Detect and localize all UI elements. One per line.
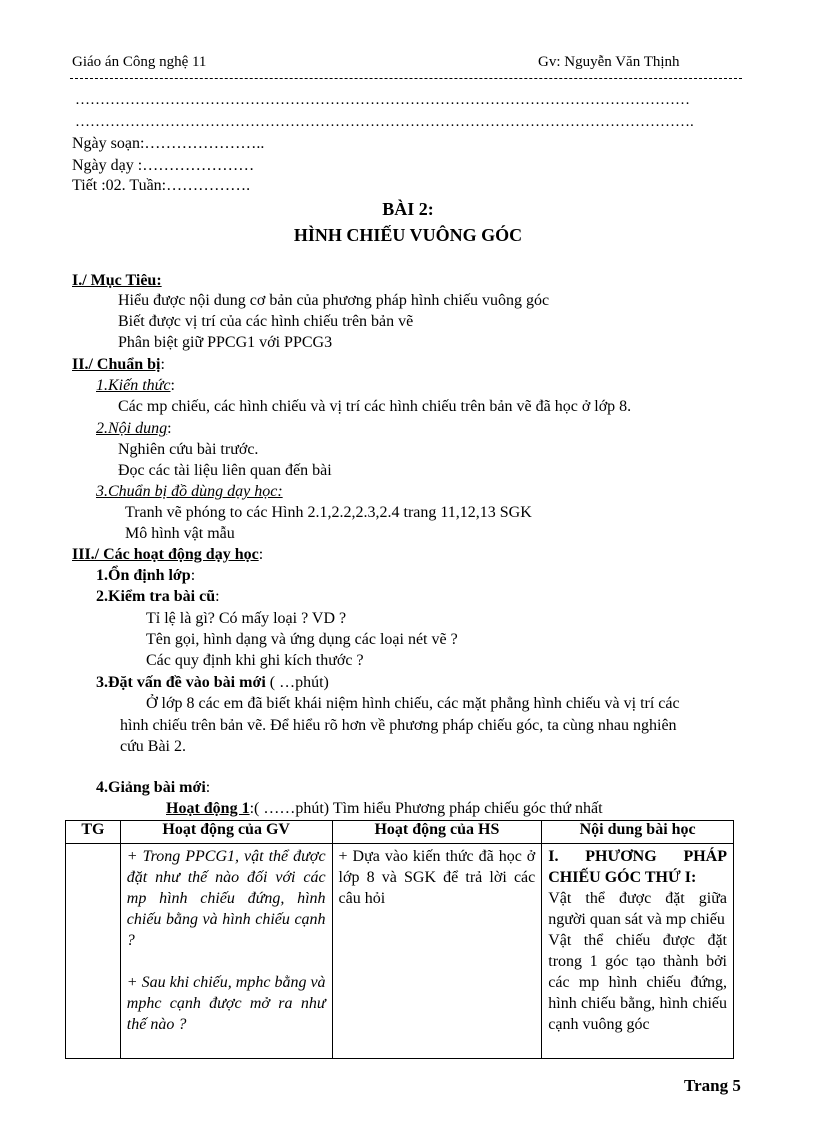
step-3-line-1: Ở lớp 8 các em đã biết khái niệm hình chiếu, các mặt phẳng hình chiếu và vị trí các (146, 695, 680, 712)
section-3-heading-text: III./ Các hoạt động dạy học (72, 546, 259, 563)
nd-heading: I. PHƯƠNG PHÁP CHIẾU GÓC THỨ I: (548, 848, 727, 886)
section-3-heading-colon: : (258, 546, 264, 563)
sub-1-text: Các mp chiếu, các hình chiếu và vị trí các hình chiếu trên bản vẽ đã học ở lớp 8. (118, 398, 632, 415)
section-2-heading (72, 356, 165, 374)
question-1: Tỉ lệ là gì? Có mấy loại ? VD ? (146, 610, 347, 627)
sub-3-line-1: Tranh vẽ phóng to các Hình 2.1,2.2,2.3,2.4 trang 11,12,13 SGK (125, 504, 532, 521)
step-3-label: 3.Đặt vấn đề vào bài mới (96, 674, 266, 691)
page-number: Trang 5 (684, 1076, 741, 1095)
dotted-line-1: …………………………………………………………………………………………………………… (75, 92, 690, 108)
activity-text: :( ……phút) Tìm hiểu Phương pháp chiếu góc thứ nhất (249, 800, 603, 817)
cell-tg (66, 844, 121, 1059)
col-header-hs: Hoạt động của HS (332, 821, 542, 844)
table-row (66, 844, 734, 1059)
col-header-gv: Hoạt động của GV (120, 821, 332, 844)
sub-2-line-2: Đọc các tài liệu liên quan đến bài (118, 462, 332, 479)
objective-1: Hiểu được nội dung cơ bản của phương pháp hình chiếu vuông góc (118, 292, 550, 309)
nd-line-2: Vật thể chiếu được đặt trong 1 góc tạo thành bởi các mp hình chiếu đứng, hình chiếu bằng, hình chiếu cạnh vuông góc (548, 932, 727, 1033)
section-2-heading-colon: : (160, 356, 165, 373)
objective-3: Phân biệt giữ PPCG1 với PPCG3 (118, 334, 333, 351)
dotted-line-2: ……………………………………………………………………………………………………………. (75, 114, 694, 130)
gv-question-1: + Trong PPCG1, vật thể được đặt như thế nào đối với các mp hình chiếu đứng, hình chiếu bằng và hình chiếu cạnh ? (126, 848, 326, 949)
tiet-tuan: Tiết :02. Tuần:……………. (72, 177, 251, 194)
sub-2-line-1: Nghiên cứu bài trước. (118, 441, 259, 458)
step-3-time: ( …phút) (265, 674, 329, 691)
cell-nd (542, 844, 734, 1059)
col-header-nd: Nội dung bài học (542, 821, 734, 844)
step-3 (96, 674, 329, 692)
activity-heading (166, 800, 603, 818)
section-1-heading (72, 272, 162, 290)
sub-3-heading (96, 483, 283, 501)
question-3: Các quy định khi ghi kích thước ? (146, 652, 364, 669)
sub-3-line-2: Mô hình vật mẫu (125, 525, 235, 542)
objective-2: Biết được vị trí của các hình chiếu trên bản vẽ (118, 313, 414, 330)
header-left: Giáo án Công nghệ 11 (72, 54, 207, 70)
step-1-colon: : (190, 567, 196, 584)
header-divider (70, 78, 742, 79)
hs-answer: + Dựa vào kiến thức đã học ở lớp 8 và SGK để trả lời các câu hỏi (338, 848, 536, 907)
sub-2-label: 2.Nội dung (96, 420, 168, 437)
section-3-heading (72, 546, 263, 564)
cell-hs (332, 844, 542, 1059)
col-header-tg: TG (66, 821, 121, 844)
activity-table (65, 820, 734, 1059)
header-right: Gv: Nguyễn Văn Thịnh (538, 54, 680, 70)
cell-gv (120, 844, 332, 1059)
sub-1-heading (96, 377, 175, 395)
sub-1-colon: : (170, 377, 175, 394)
step-4 (96, 779, 210, 797)
step-3-line-2: hình chiếu trên bản vẽ. Để hiểu rõ hơn về phương pháp chiếu góc, ta cùng nhau nghiên (120, 717, 677, 734)
table-header-row (66, 821, 734, 844)
lesson-number: BÀI 2: (382, 199, 434, 219)
step-2 (96, 588, 220, 606)
section-2-heading-text: II./ Chuẩn bị (72, 356, 161, 373)
step-2-label: 2.Kiểm tra bài cũ (96, 588, 216, 605)
sub-2-colon: : (167, 420, 172, 437)
step-3-line-3: cứu Bài 2. (120, 738, 186, 755)
sub-1-label: 1.Kiến thức (96, 377, 171, 394)
sub-3-label: 3.Chuẩn bị đồ dùng dạy học: (96, 483, 283, 500)
lesson-title: HÌNH CHIẾU VUÔNG GÓC (293, 225, 523, 245)
step-2-colon: : (215, 588, 220, 605)
step-4-colon: : (205, 779, 211, 796)
ngay-day: Ngày dạy :………………… (72, 157, 255, 174)
step-1 (96, 567, 195, 585)
question-2: Tên gọi, hình dạng và ứng dụng các loại nét vẽ ? (146, 631, 458, 648)
nd-line-1: Vật thể được đặt giữa người quan sát và mp chiếu (548, 890, 727, 928)
section-1-heading-text: I./ Mục Tiêu: (72, 272, 162, 289)
step-4-label: 4.Giảng bài mới (96, 779, 206, 796)
step-1-label: 1.Ổn định lớp (96, 567, 191, 584)
gv-question-2: + Sau khi chiếu, mphc bằng và mphc cạnh được mở ra như thế nào ? (126, 974, 326, 1033)
activity-label: Hoạt động 1 (166, 800, 250, 817)
sub-2-heading (96, 420, 172, 438)
ngay-soan: Ngày soạn:………………….. (72, 135, 265, 152)
